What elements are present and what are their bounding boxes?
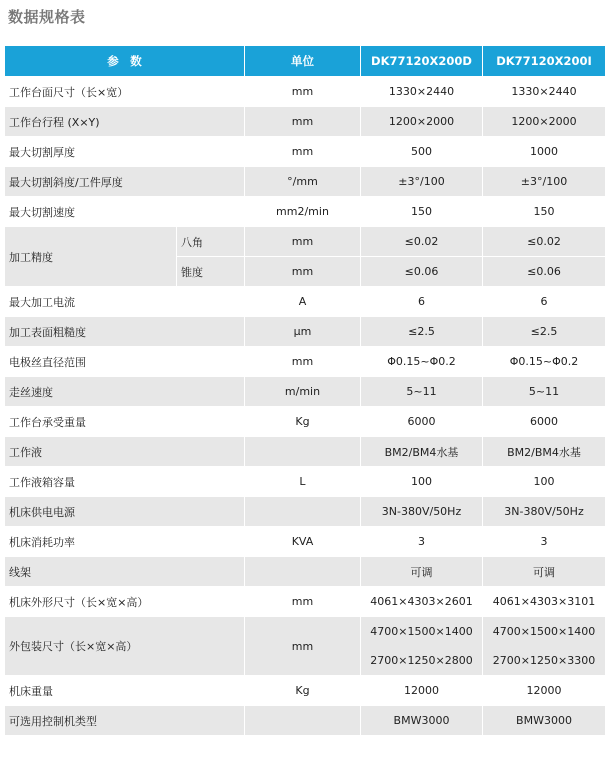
param-name: 最大切割速度 bbox=[5, 197, 245, 227]
table-row bbox=[5, 287, 606, 317]
table-row bbox=[5, 137, 606, 167]
param-name: 加工精度 bbox=[5, 227, 177, 287]
value-d: Φ0.15~Φ0.2 bbox=[361, 347, 483, 377]
value-d: ≤0.02 bbox=[361, 227, 483, 257]
table-row bbox=[5, 467, 606, 497]
param-name: 外包装尺寸（长×宽×高） bbox=[5, 617, 245, 676]
param-name: 走丝速度 bbox=[5, 377, 245, 407]
param-unit bbox=[245, 557, 361, 587]
param-unit bbox=[245, 497, 361, 527]
value-i: 1330×2440 bbox=[483, 77, 606, 107]
value-d: ≤2.5 bbox=[361, 317, 483, 347]
value-d: ±3°/100 bbox=[361, 167, 483, 197]
value-d: 500 bbox=[361, 137, 483, 167]
param-unit: L bbox=[245, 467, 361, 497]
value-d: 可调 bbox=[361, 557, 483, 587]
value-i: 100 bbox=[483, 467, 606, 497]
header-param: 参 数 bbox=[5, 46, 245, 77]
value-line: 4700×1500×1400 bbox=[492, 625, 596, 638]
param-unit: mm bbox=[245, 137, 361, 167]
table-row bbox=[5, 197, 606, 227]
value-d: 3 bbox=[361, 527, 483, 557]
table-row bbox=[5, 617, 606, 676]
param-unit: mm2/min bbox=[245, 197, 361, 227]
sub-param-name: 八角 bbox=[177, 227, 245, 257]
table-header-row bbox=[5, 46, 606, 77]
param-name: 机床重量 bbox=[5, 676, 245, 706]
value-line: 2700×1250×3300 bbox=[492, 654, 596, 667]
table-row bbox=[5, 317, 606, 347]
param-unit: mm bbox=[245, 107, 361, 137]
table-row bbox=[5, 587, 606, 617]
param-unit: μm bbox=[245, 317, 361, 347]
param-name: 机床供电电源 bbox=[5, 497, 245, 527]
value-d: BM2/BM4水基 bbox=[361, 437, 483, 467]
value-d: 1200×2000 bbox=[361, 107, 483, 137]
sub-param-name: 锥度 bbox=[177, 257, 245, 287]
value-i: 150 bbox=[483, 197, 606, 227]
table-row bbox=[5, 377, 606, 407]
table-row bbox=[5, 77, 606, 107]
value-i bbox=[483, 617, 606, 676]
value-i: 12000 bbox=[483, 676, 606, 706]
table-row bbox=[5, 167, 606, 197]
header-model-d: DK77120X200D bbox=[361, 46, 483, 77]
table-row bbox=[5, 497, 606, 527]
param-name: 机床外形尺寸（长×宽×高） bbox=[5, 587, 245, 617]
param-unit: A bbox=[245, 287, 361, 317]
param-unit: °/mm bbox=[245, 167, 361, 197]
value-i: 4061×4303×3101 bbox=[483, 587, 606, 617]
param-unit: mm bbox=[245, 227, 361, 257]
param-unit bbox=[245, 706, 361, 736]
value-d: 5~11 bbox=[361, 377, 483, 407]
table-row bbox=[5, 407, 606, 437]
header-unit: 单位 bbox=[245, 46, 361, 77]
param-name: 机床消耗功率 bbox=[5, 527, 245, 557]
param-name: 工作液箱容量 bbox=[5, 467, 245, 497]
value-d: 6000 bbox=[361, 407, 483, 437]
value-d: ≤0.06 bbox=[361, 257, 483, 287]
value-i: 1200×2000 bbox=[483, 107, 606, 137]
param-name: 工作液 bbox=[5, 437, 245, 467]
param-unit bbox=[245, 437, 361, 467]
param-name: 电极丝直径范围 bbox=[5, 347, 245, 377]
value-d: 3N-380V/50Hz bbox=[361, 497, 483, 527]
param-unit: mm bbox=[245, 77, 361, 107]
value-i: Φ0.15~Φ0.2 bbox=[483, 347, 606, 377]
value-i: 3N-380V/50Hz bbox=[483, 497, 606, 527]
value-i: 可调 bbox=[483, 557, 606, 587]
param-unit: mm bbox=[245, 617, 361, 676]
param-name: 可选用控制机类型 bbox=[5, 706, 245, 736]
table-row bbox=[5, 706, 606, 736]
value-line: 2700×1250×2800 bbox=[370, 654, 473, 667]
param-unit: mm bbox=[245, 587, 361, 617]
value-i: 1000 bbox=[483, 137, 606, 167]
param-unit: Kg bbox=[245, 407, 361, 437]
value-line: 4700×1500×1400 bbox=[370, 625, 473, 638]
value-i: 5~11 bbox=[483, 377, 606, 407]
param-name: 工作台承受重量 bbox=[5, 407, 245, 437]
param-name: 工作台行程 (X×Y) bbox=[5, 107, 245, 137]
value-d: BMW3000 bbox=[361, 706, 483, 736]
param-name: 最大加工电流 bbox=[5, 287, 245, 317]
table-row bbox=[5, 527, 606, 557]
table-row bbox=[5, 107, 606, 137]
value-i: ≤0.06 bbox=[483, 257, 606, 287]
value-d: 4061×4303×2601 bbox=[361, 587, 483, 617]
page-title: 数据规格表 bbox=[8, 8, 86, 26]
value-d: 12000 bbox=[361, 676, 483, 706]
table-row bbox=[5, 557, 606, 587]
value-d: 1330×2440 bbox=[361, 77, 483, 107]
param-name: 工作台面尺寸（长×宽） bbox=[5, 77, 245, 107]
param-name: 最大切割厚度 bbox=[5, 137, 245, 167]
table-row bbox=[5, 676, 606, 706]
param-unit: Kg bbox=[245, 676, 361, 706]
value-i: ≤0.02 bbox=[483, 227, 606, 257]
param-unit: mm bbox=[245, 257, 361, 287]
value-i: ≤2.5 bbox=[483, 317, 606, 347]
value-d: 150 bbox=[361, 197, 483, 227]
spec-table bbox=[4, 45, 606, 736]
table-row bbox=[5, 437, 606, 467]
value-d: 6 bbox=[361, 287, 483, 317]
param-unit: m/min bbox=[245, 377, 361, 407]
value-i: 6000 bbox=[483, 407, 606, 437]
param-name: 加工表面粗糙度 bbox=[5, 317, 245, 347]
value-i: BM2/BM4水基 bbox=[483, 437, 606, 467]
table-row bbox=[5, 347, 606, 377]
value-i: ±3°/100 bbox=[483, 167, 606, 197]
value-i: 3 bbox=[483, 527, 606, 557]
value-i: 6 bbox=[483, 287, 606, 317]
param-unit: mm bbox=[245, 347, 361, 377]
value-d bbox=[361, 617, 483, 676]
value-d: 100 bbox=[361, 467, 483, 497]
param-name: 线架 bbox=[5, 557, 245, 587]
param-unit: KVA bbox=[245, 527, 361, 557]
header-model-i: DK77120X200I bbox=[483, 46, 606, 77]
param-name: 最大切割斜度/工件厚度 bbox=[5, 167, 245, 197]
value-i: BMW3000 bbox=[483, 706, 606, 736]
table-row bbox=[5, 227, 606, 257]
